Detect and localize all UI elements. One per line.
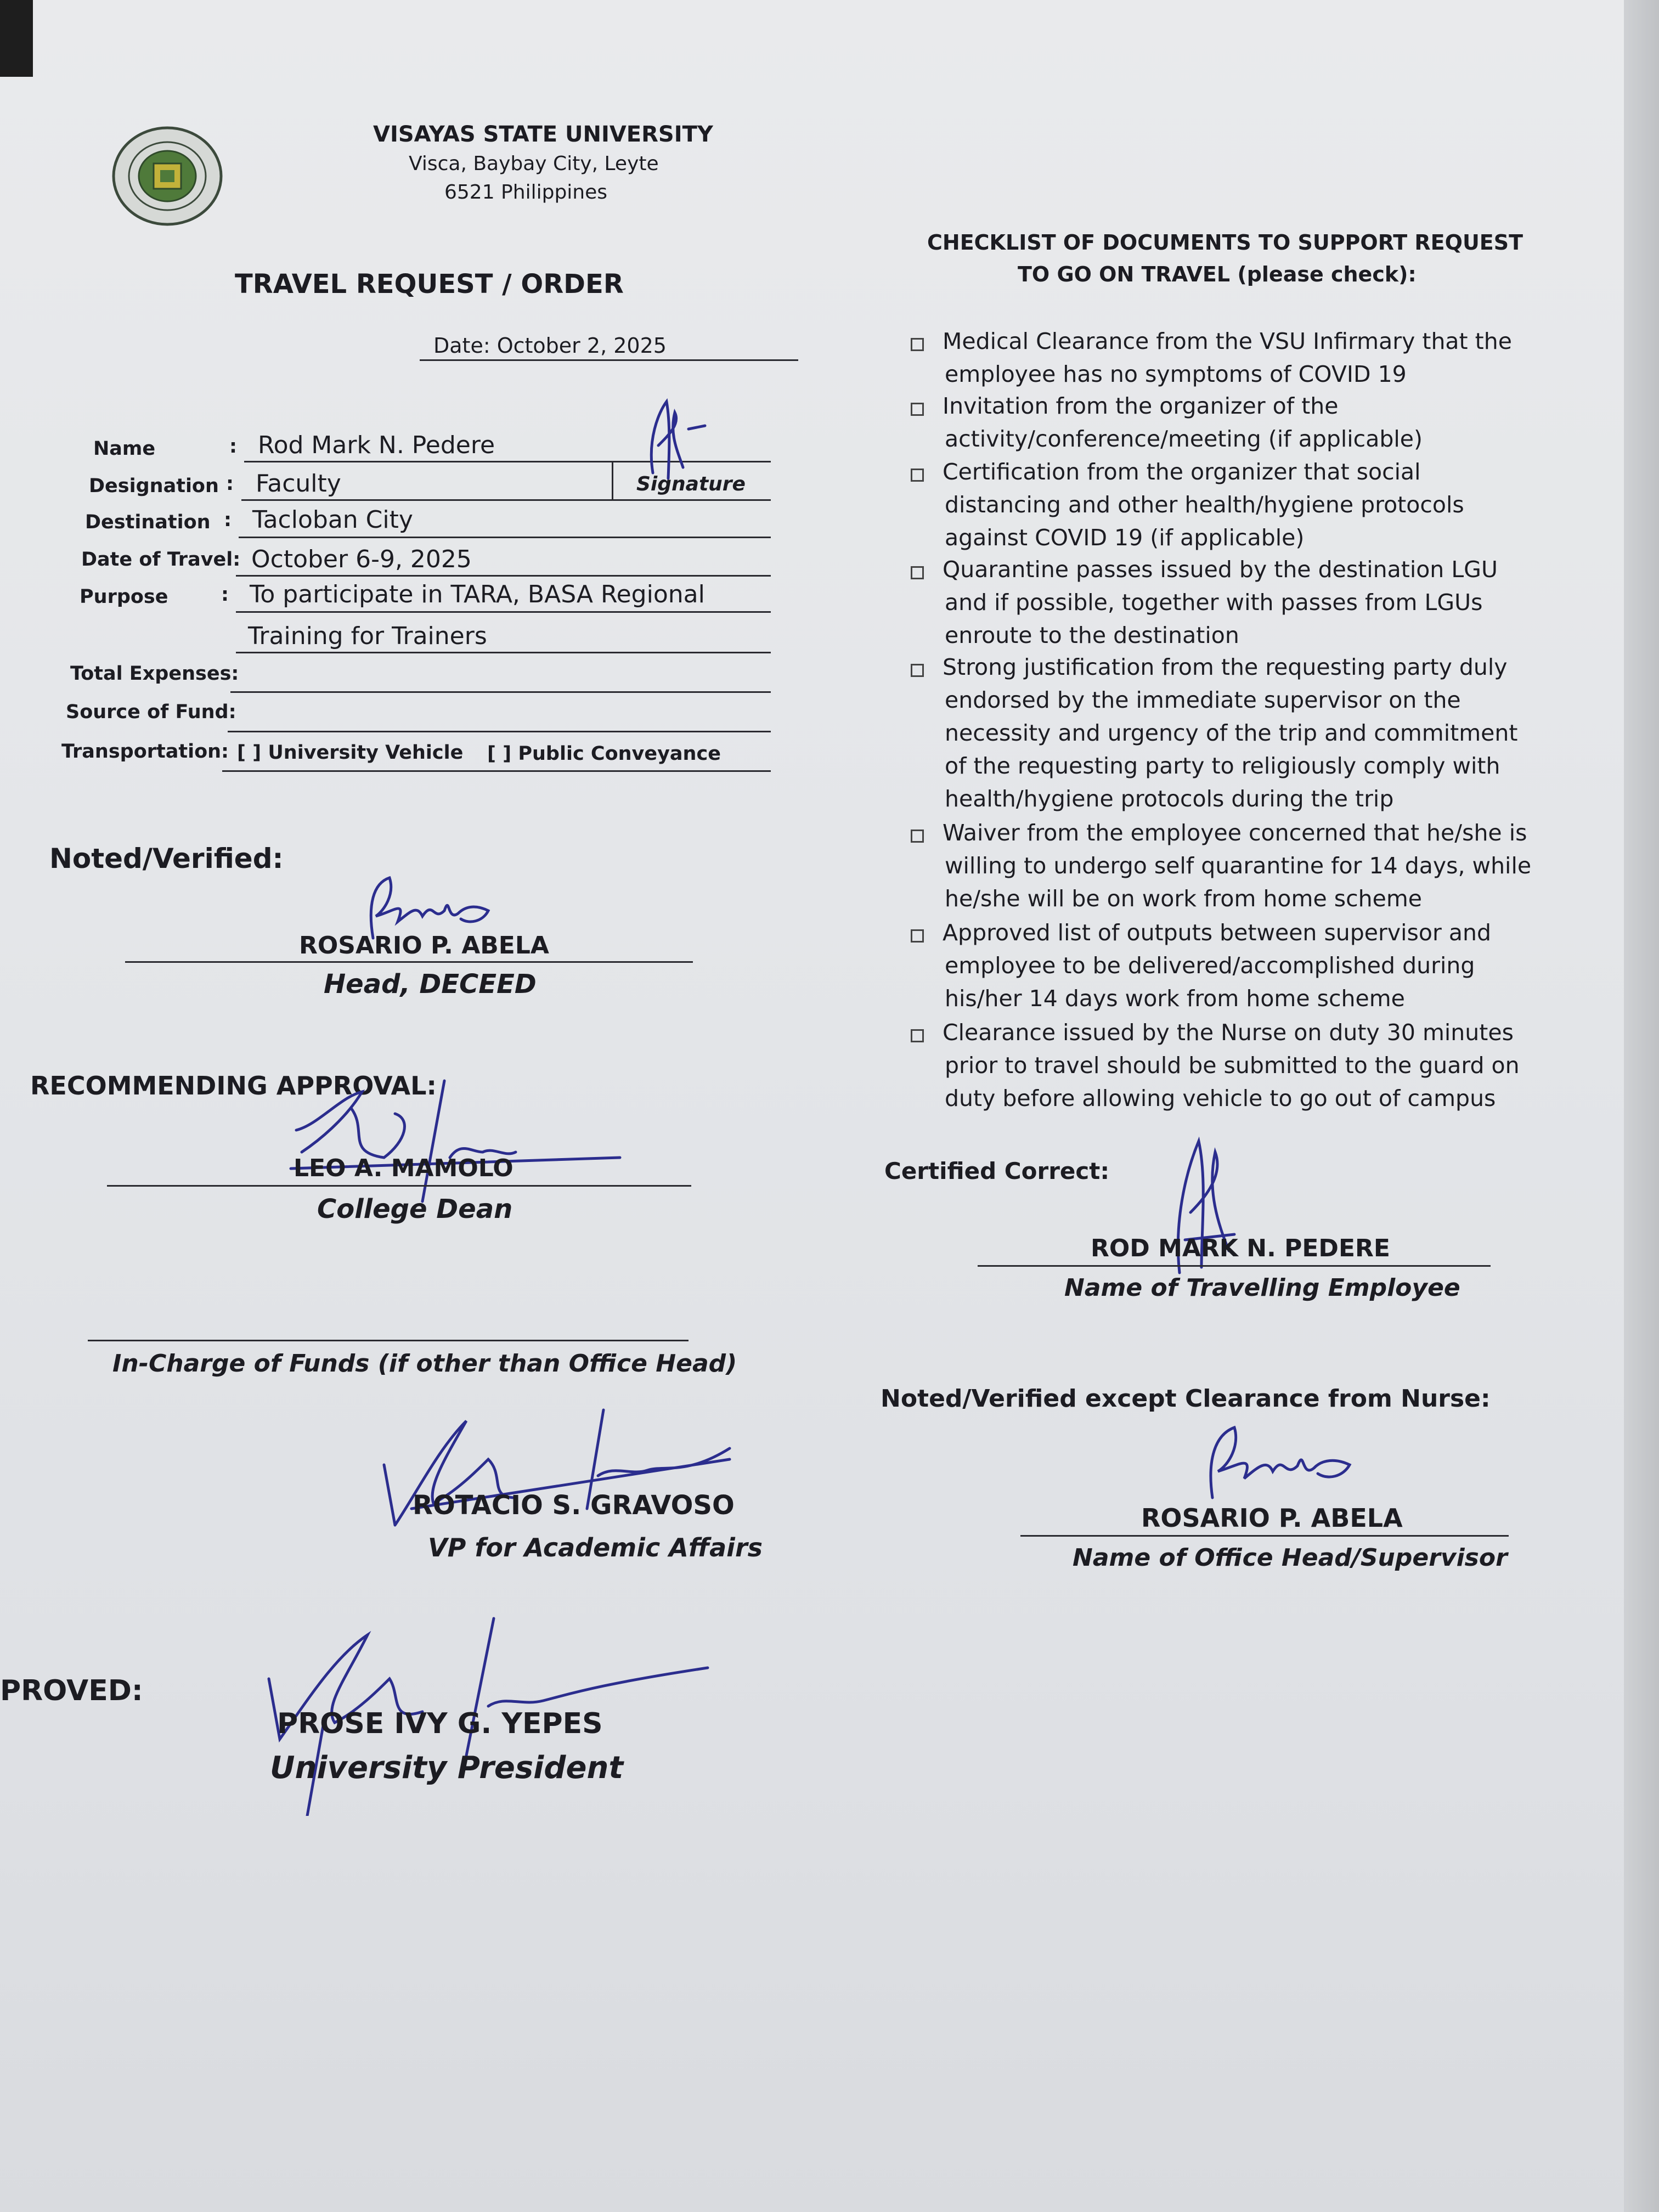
transport-university-vehicle[interactable]: [ ] University Vehicle: [237, 742, 464, 764]
checkbox-icon[interactable]: [911, 469, 924, 482]
designation-label: Designation: [89, 475, 219, 497]
form-title: TRAVEL REQUEST / ORDER: [235, 269, 624, 300]
designation-colon: :: [226, 473, 234, 495]
recommending-heading: RECOMMENDING APPROVAL:: [30, 1071, 437, 1101]
checklist-item-1[interactable]: Medical Clearance from the VSU Infirmary that the employee has no symptoms of COVID 19: [911, 325, 1512, 391]
vp-title: VP for Academic Affairs: [428, 1533, 763, 1562]
signature-label: Signature: [636, 473, 746, 495]
purpose-value-line1: To participate in TARA, BASA Regional: [250, 580, 705, 608]
destination-value: Tacloban City: [252, 506, 413, 534]
checklist-item-6[interactable]: Waiver from the employee concerned that he/she is willing to undergo self quarantine for 14 days, while he/she will be on work from home scheme: [911, 816, 1531, 915]
purpose-underline-2: [236, 652, 771, 653]
noted-except-name: ROSARIO P. ABELA: [1141, 1503, 1403, 1533]
noted-title: Head, DECEED: [324, 969, 537, 1000]
destination-label: Destination: [85, 511, 211, 533]
vp-name: ROTACIO S. GRAVOSO: [413, 1490, 735, 1521]
checkbox-icon[interactable]: [911, 566, 924, 579]
transportation-underline: [222, 770, 771, 772]
university-seal-icon: [110, 124, 225, 228]
checklist-heading-line2: TO GO ON TRAVEL (please check):: [1018, 262, 1417, 286]
background-corner: [0, 0, 33, 77]
date-value: October 2, 2025: [496, 334, 667, 358]
name-label: Name: [93, 438, 156, 460]
purpose-underline-1: [236, 611, 771, 613]
certified-title: Name of Travelling Employee: [1064, 1274, 1460, 1302]
name-colon: :: [229, 436, 237, 458]
transportation-label: Transportation:: [61, 741, 229, 763]
approved-heading: PROVED:: [0, 1674, 143, 1707]
certified-name: ROD MARK N. PEDERE: [1091, 1234, 1390, 1262]
recommending-title: College Dean: [317, 1194, 513, 1224]
noted-heading: Noted/Verified:: [49, 843, 284, 874]
recommending-underline: [107, 1185, 691, 1187]
destination-underline: [239, 537, 771, 538]
incharge-underline: [88, 1340, 689, 1341]
noted-underline: [125, 961, 693, 963]
university-address-line1: Visca, Baybay City, Leyte: [409, 153, 659, 175]
noted-except-underline: [1020, 1535, 1509, 1537]
designation-value: Faculty: [256, 470, 341, 498]
noted-except-signature: [1190, 1421, 1372, 1503]
date-of-travel-label: Date of Travel:: [81, 549, 241, 571]
checklist-item-4[interactable]: Quarantine passes issued by the destination LGU and if possible, together with passes from LGUs enroute to the destination: [911, 553, 1498, 652]
checklist-item-3[interactable]: Certification from the organizer that social distancing and other health/hygiene protocols against COVID 19 (if applicable): [911, 455, 1464, 554]
checkbox-icon[interactable]: [911, 830, 924, 843]
university-address-line2: 6521 Philippines: [444, 181, 608, 204]
checkbox-icon[interactable]: [911, 338, 924, 351]
checklist-heading-line1: CHECKLIST OF DOCUMENTS TO SUPPORT REQUEST: [927, 230, 1523, 255]
source-of-fund-label: Source of Fund:: [66, 701, 236, 723]
date-of-travel-value: October 6-9, 2025: [251, 545, 472, 573]
destination-colon: :: [224, 509, 232, 531]
purpose-value-line2: Training for Trainers: [248, 622, 487, 650]
checkbox-icon[interactable]: [911, 403, 924, 416]
university-name: VISAYAS STATE UNIVERSITY: [373, 122, 713, 147]
checklist-item-5[interactable]: Strong justification from the requesting party duly endorsed by the immediate supervisor on the necessity and urgency of the trip and commitment of the requesting party to religiously comply with health/hygiene protocols during the trip: [911, 651, 1517, 815]
applicant-signature: [636, 391, 719, 484]
total-expenses-label: Total Expenses:: [70, 663, 239, 685]
transport-public-conveyance[interactable]: [ ] Public Conveyance: [487, 743, 721, 765]
president-title: University President: [270, 1750, 624, 1786]
total-expenses-underline: [230, 691, 771, 693]
certified-heading: Certified Correct:: [884, 1158, 1110, 1184]
checklist-item-8[interactable]: Clearance issued by the Nurse on duty 30 minutes prior to travel should be submitted to the guard on duty before allowing vehicle to go out of campus: [911, 1016, 1520, 1115]
recommending-signature: [285, 1075, 625, 1207]
checklist-item-2[interactable]: Invitation from the organizer of the activity/conference/meeting (if applicable): [911, 390, 1423, 455]
checklist-item-7[interactable]: Approved list of outputs between supervisor and employee to be delivered/accomplished during his/her 14 days work from home scheme: [911, 916, 1491, 1015]
date-underline: [420, 359, 798, 361]
designation-underline: [241, 499, 771, 501]
signature-divider: [612, 461, 613, 500]
noted-except-heading: Noted/Verified except Clearance from Nurse:: [881, 1385, 1491, 1413]
certified-underline: [978, 1265, 1491, 1267]
checkbox-icon[interactable]: [911, 664, 924, 677]
name-value: Rod Mark N. Pedere: [258, 431, 495, 459]
checkbox-icon[interactable]: [911, 1029, 924, 1042]
recommending-name: LEO A. MAMOLO: [294, 1154, 514, 1182]
noted-except-title: Name of Office Head/Supervisor: [1073, 1544, 1508, 1572]
noted-name: ROSARIO P. ABELA: [299, 932, 549, 960]
source-of-fund-underline: [228, 731, 771, 732]
purpose-colon: :: [221, 584, 229, 606]
date-of-travel-underline: [236, 575, 771, 577]
checkbox-icon[interactable]: [911, 929, 924, 943]
incharge-title: In-Charge of Funds (if other than Office Head): [112, 1350, 737, 1378]
date-field: [433, 334, 667, 358]
paper-edge: [1624, 0, 1659, 2212]
president-name: PROSE IVY G. YEPES: [277, 1707, 603, 1740]
date-label: Date:: [433, 334, 490, 358]
purpose-label: Purpose: [80, 586, 168, 608]
